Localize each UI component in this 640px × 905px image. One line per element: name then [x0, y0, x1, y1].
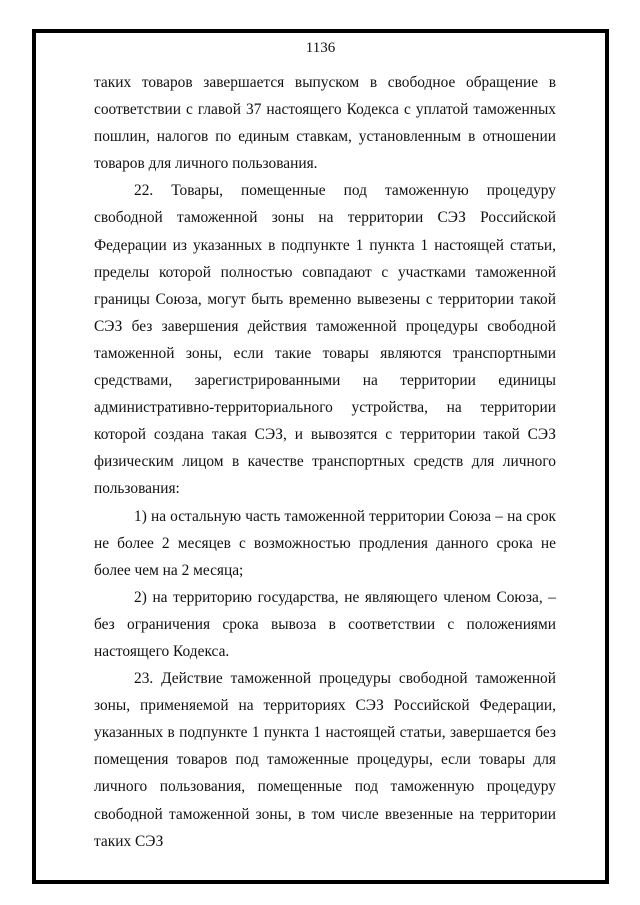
paragraph-22-item-1: 1) на остальную часть таможенной территории Союза – на срок не более 2 месяцев с возможностью продления данного срока не более чем на 2 месяца;	[94, 507, 556, 579]
page-number: 1136	[305, 40, 336, 56]
paragraph-22-item-2: 2) на территорию государства, не являющего членом Союза, – без ограничения срока вывоза в соответствии с положениями настоящего Кодекса.	[94, 588, 556, 660]
document-body	[94, 69, 556, 855]
paragraph-23: 23. Действие таможенной процедуры свободной таможенной зоны, применяемой на территориях СЭЗ Российской Федерации, указанных в подпункте 1 пункта 1 настоящей статьи, завершается без помещения товаров под таможенные процедуры, если товары для личного пользования, помещенные под таможенную процедуру свободной таможенной зоны, в том числе ввезенные на территории таких СЭЗ	[94, 670, 556, 850]
page-frame	[32, 29, 609, 884]
paragraph-22: 22. Товары, помещенные под таможенную процедуру свободной таможенной зоны на территории СЭЗ Российской Федерации из указанных в подпункте 1 пункта 1 настоящей статьи, пределы которой полностью совпадают с участками таможенной границы Союза, могут быть временно вывезены с территории такой СЭЗ без завершения действия таможенной процедуры свободной таможенной зоны, если такие товары являются транспортными средствами, зарегистрированными на территории единицы административно-территориального устройства, на территории которой создана такая СЭЗ, и вывозятся с территории такой СЭЗ физическим лицом в качестве транспортных средств для личного пользования:	[94, 182, 556, 498]
paragraph-continuation: таких товаров завершается выпуском в свободное обращение в соответствии с главой 37 настоящего Кодекса с уплатой таможенных пошлин, налогов по единым ставкам, установленным в отношении товаров для личного пользования.	[94, 74, 556, 173]
